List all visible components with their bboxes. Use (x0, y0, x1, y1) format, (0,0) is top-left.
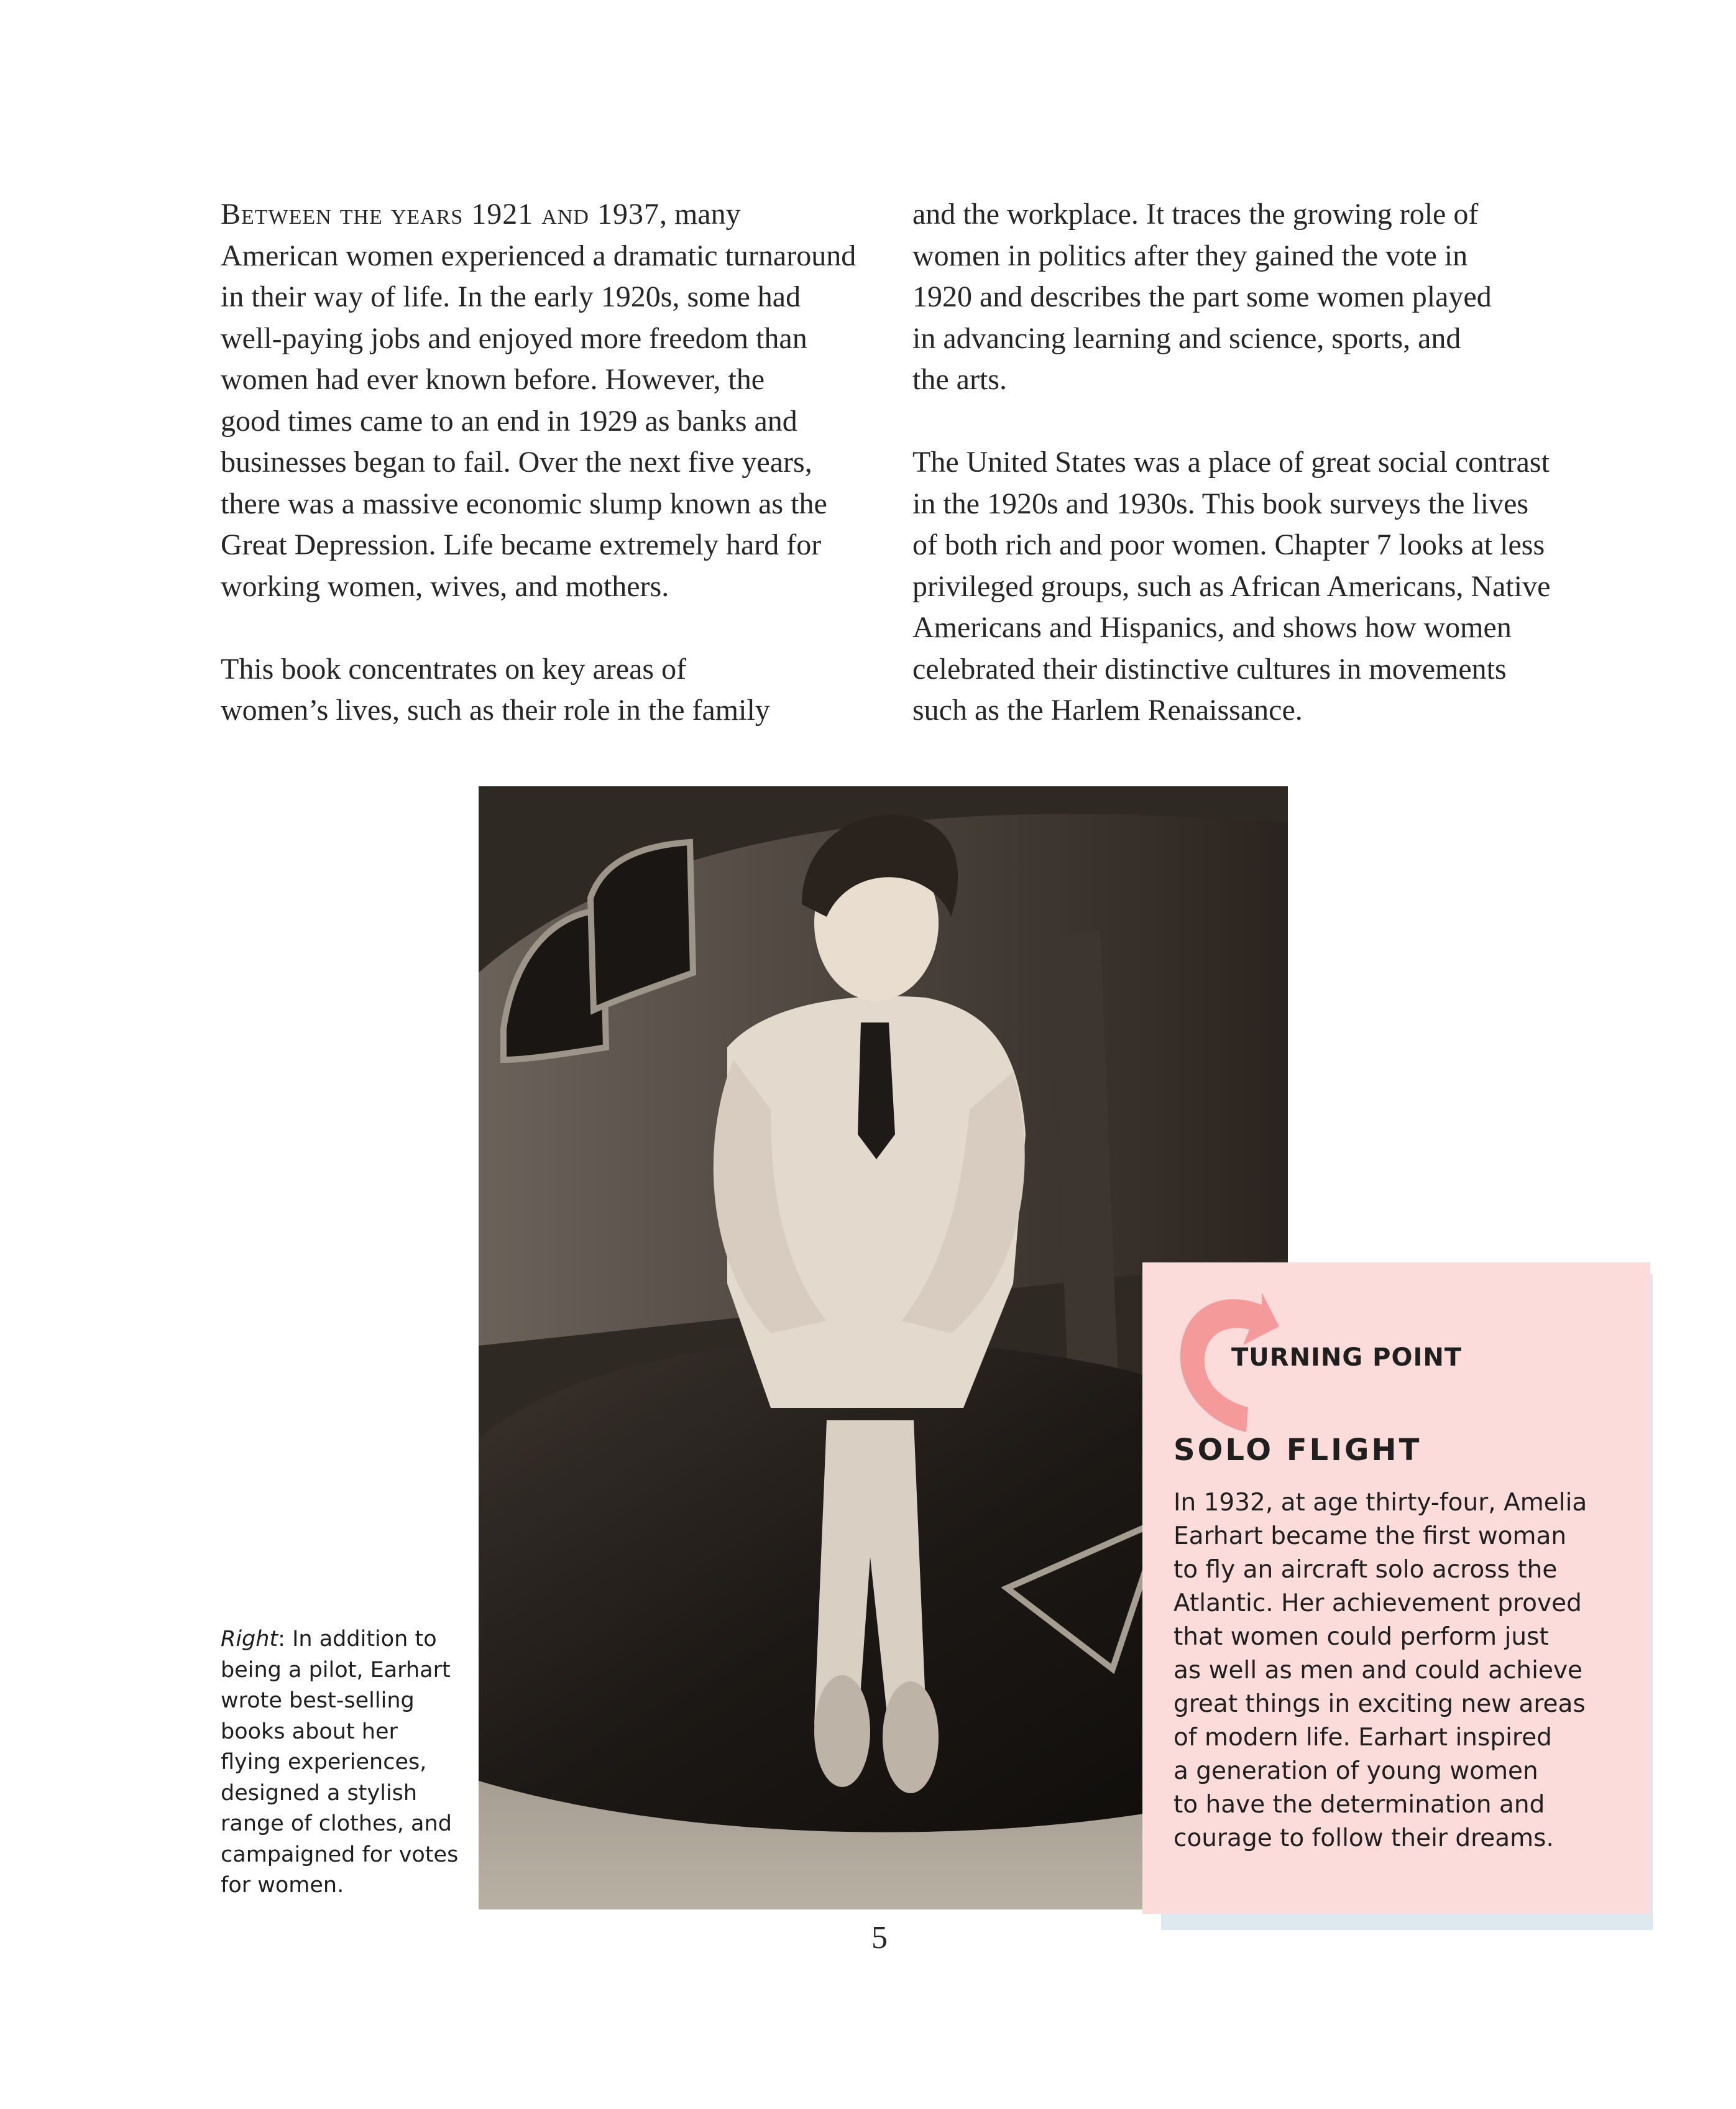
body-line: American women experienced a dramatic turnaround (221, 239, 857, 272)
sidebar-line: as well as men and could achieve (1173, 1656, 1583, 1684)
body-line: in advancing learning and science, sports, and (912, 321, 1461, 355)
body-line: the arts. (912, 363, 1007, 396)
sidebar-title: SOLO FLIGHT (1173, 1433, 1422, 1468)
body-line: 1920 and describes the part some women played (912, 280, 1492, 313)
caption-line: being a pilot, Earhart (221, 1657, 451, 1683)
sidebar-line: Earhart became the first woman (1173, 1522, 1567, 1550)
body-line: celebrated their distinctive cultures in movements (912, 652, 1507, 686)
figure-tie (858, 1022, 895, 1159)
body-line: working women, wives, and mothers. (221, 569, 669, 603)
sidebar-line: to have the determination and (1173, 1791, 1545, 1819)
caption-line: flying experiences, (221, 1750, 427, 1775)
sidebar-line: In 1932, at age thirty-four, Amelia (1173, 1489, 1587, 1517)
figure-shoe (883, 1681, 939, 1793)
body-line: in their way of life. In the early 1920s, some had (221, 280, 801, 313)
sidebar-line: to fly an aircraft solo across the (1173, 1556, 1558, 1584)
body-line: good times came to an end in 1929 as banks and (221, 404, 797, 438)
sidebar-line: great things in exciting new areas (1173, 1690, 1586, 1718)
body-line: in the 1920s and 1930s. This book surveys the lives (912, 487, 1529, 520)
sidebar-line: a generation of young women (1173, 1757, 1538, 1785)
caption-line: wrote best-selling (221, 1688, 415, 1713)
lead-in-small-caps: Between the years 1921 and 1937 (221, 198, 659, 231)
figure-shoe (814, 1675, 870, 1787)
caption-line: for women. (221, 1873, 344, 1898)
body-line: privileged groups, such as African Americans, Native (912, 569, 1551, 603)
sidebar-line: courage to follow their dreams. (1173, 1824, 1554, 1852)
body-column-left (221, 194, 867, 732)
body-column-right (912, 194, 1559, 732)
body-line: well-paying jobs and enjoyed more freedom than (221, 321, 807, 355)
sidebar-line: of modern life. Earhart inspired (1173, 1724, 1552, 1752)
body-line: Great Depression. Life became extremely hard for (221, 528, 822, 561)
paragraph-gap (912, 401, 1559, 443)
sidebar-line: that women could perform just (1173, 1623, 1549, 1651)
body-line: there was a massive economic slump known as the (221, 487, 827, 520)
caption-line: designed a stylish (221, 1780, 418, 1806)
caption-line: campaigned for votes (221, 1842, 459, 1867)
body-line: Americans and Hispanics, and shows how women (912, 611, 1512, 644)
caption-line: books about her (221, 1719, 398, 1744)
caption-line: Right: In addition to (221, 1627, 437, 1652)
body-line: businesses began to fail. Over the next five years, (221, 446, 812, 479)
paragraph-gap (221, 607, 867, 649)
body-line: women in politics after they gained the vote in (912, 239, 1468, 272)
caption-line: range of clothes, and (221, 1811, 452, 1836)
body-line: The United States was a place of great social contrast (912, 446, 1550, 479)
body-line: such as the Harlem Renaissance. (912, 694, 1303, 727)
turning-point-sidebar (1142, 1262, 1650, 1914)
photo-caption (221, 1624, 459, 1901)
body-line: Between the years 1921 and 1937, many (221, 198, 741, 231)
body-line: women’s lives, such as their role in the family (221, 694, 770, 727)
sidebar-line: Atlantic. Her achievement proved (1173, 1589, 1582, 1617)
page-number: 5 (871, 1920, 888, 1955)
turning-point-label: TURNING POINT (1231, 1343, 1463, 1372)
body-line: women had ever known before. However, the (221, 363, 765, 396)
body-line: and the workplace. It traces the growing role of (912, 198, 1479, 231)
body-line: of both rich and poor women. Chapter 7 looks at less (912, 528, 1545, 561)
body-line: This book concentrates on key areas of (221, 652, 687, 686)
sidebar-body (1173, 1486, 1633, 1855)
caption-lead: Right (221, 1627, 278, 1652)
